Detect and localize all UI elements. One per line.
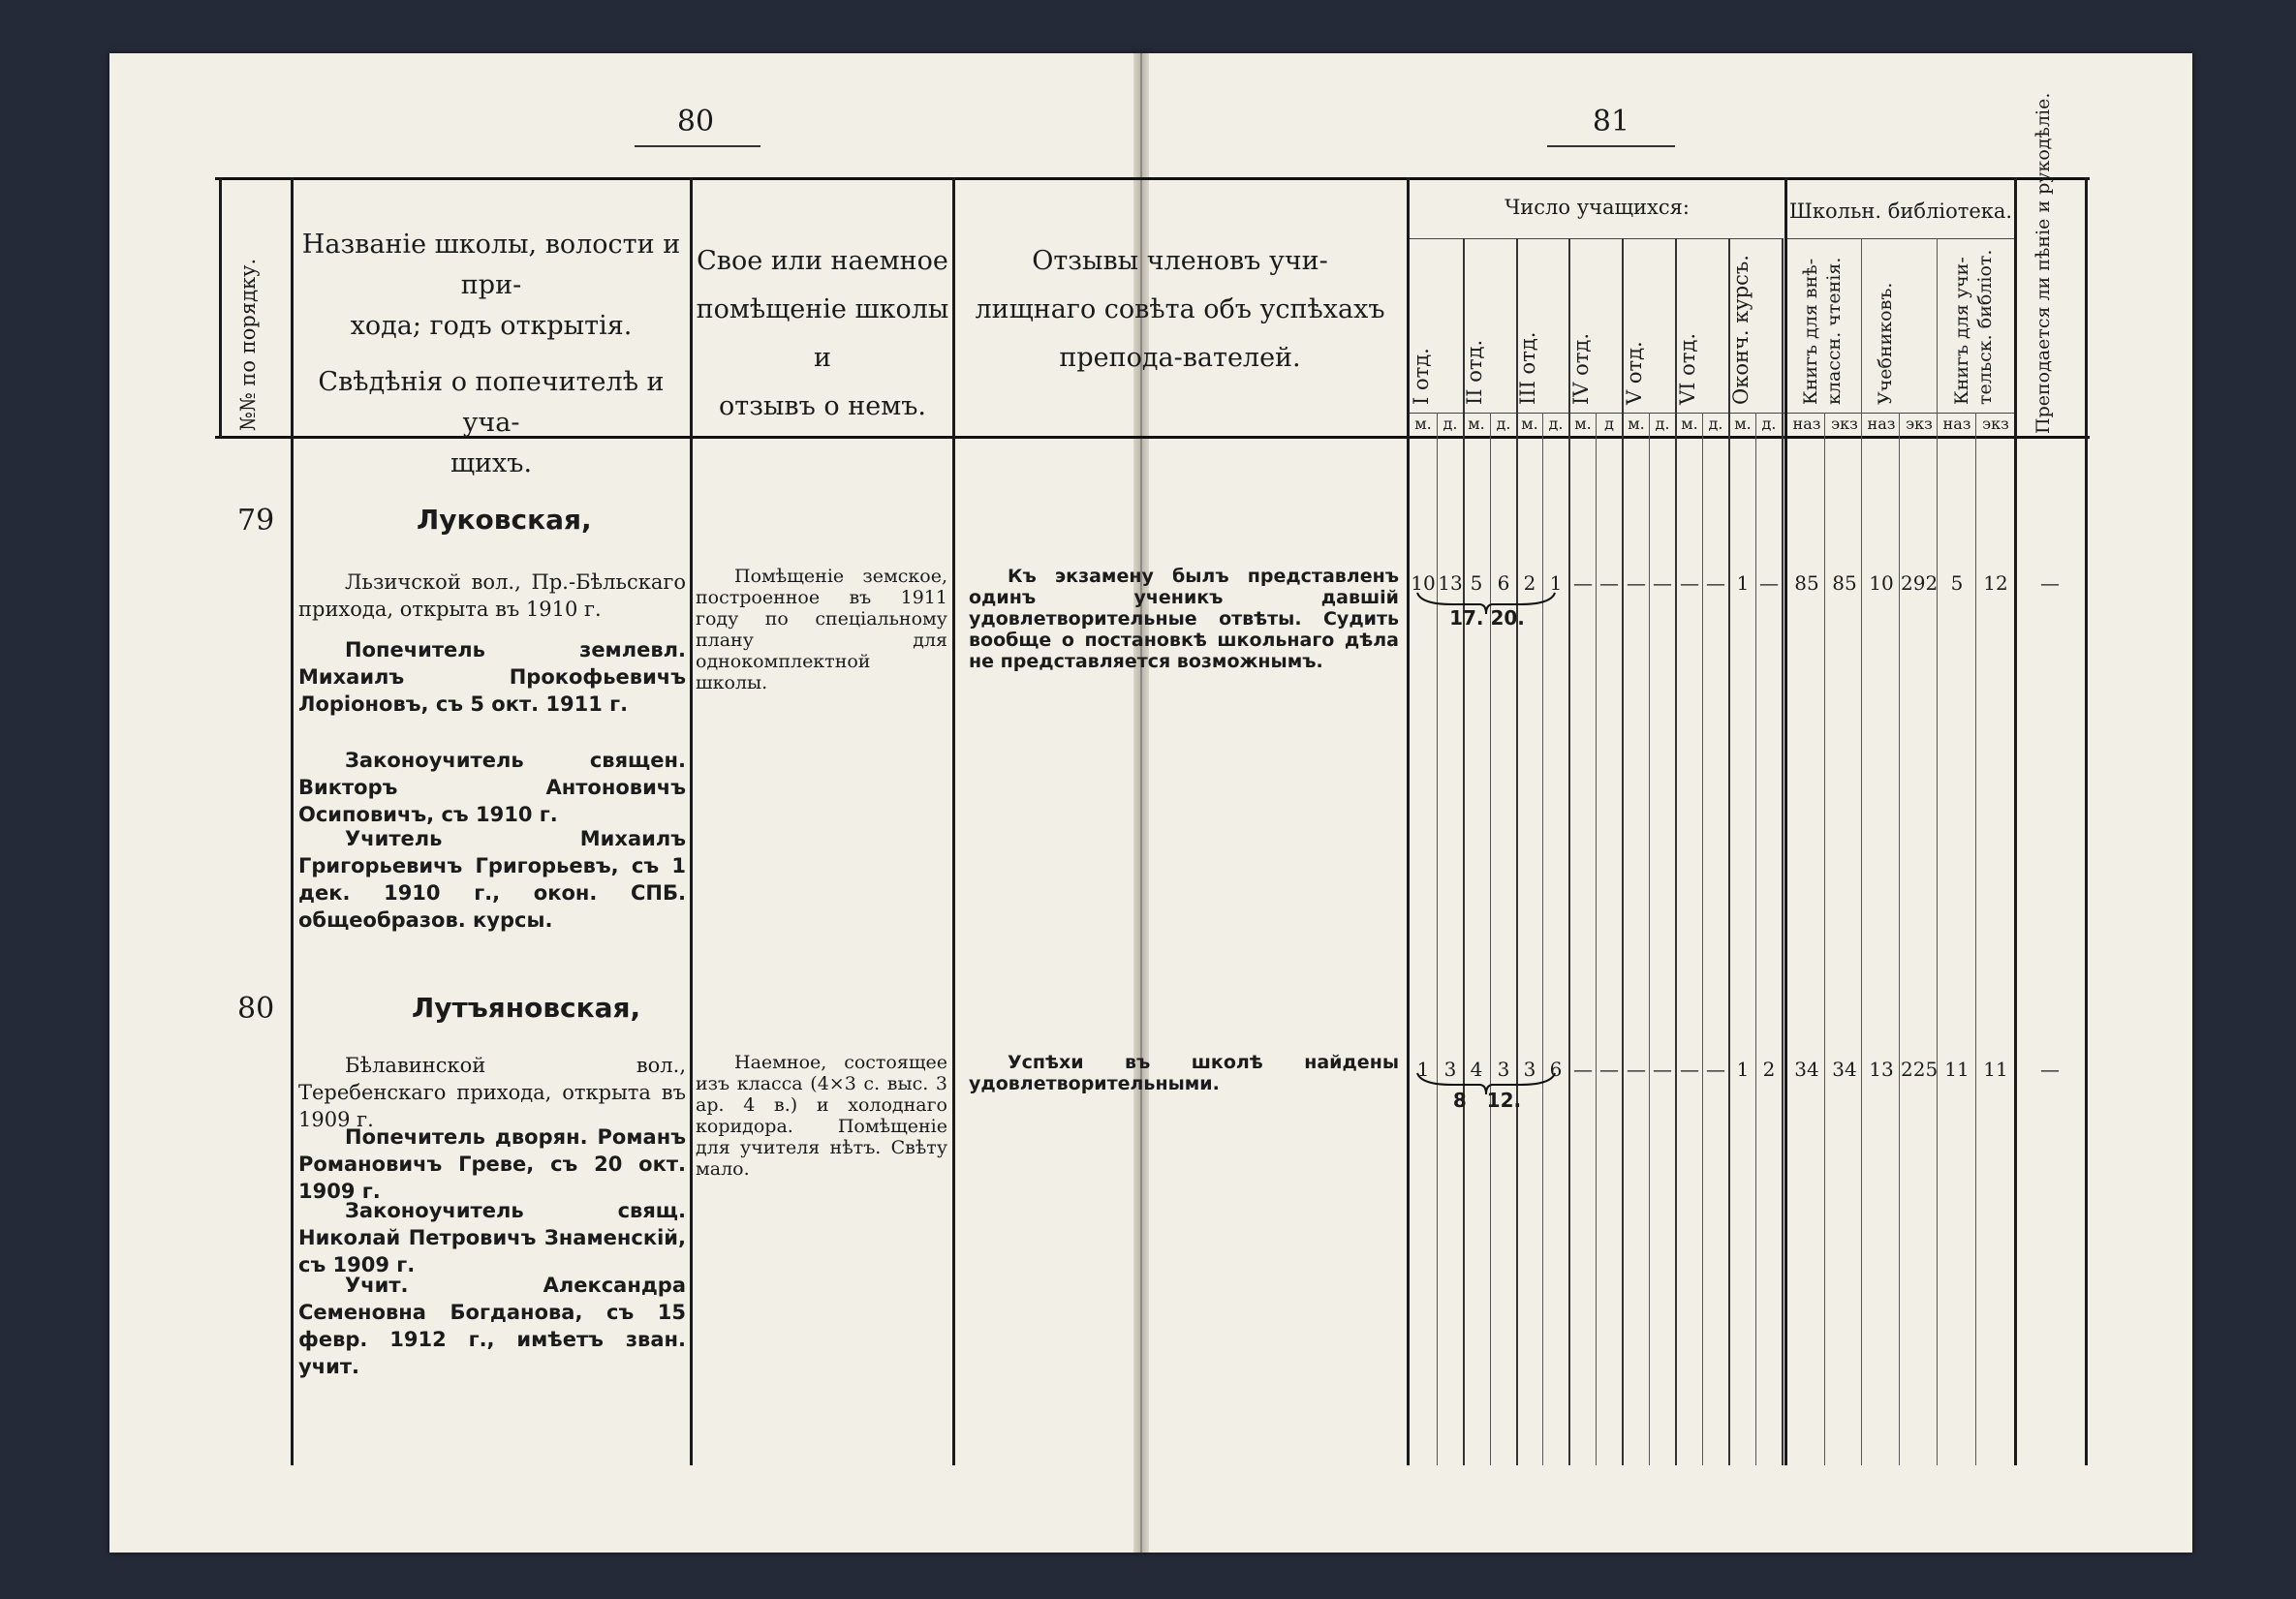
student-count: —	[1706, 571, 1725, 595]
library-count: 85	[1794, 571, 1819, 595]
md-subheader-rule	[1410, 413, 2014, 414]
header-library: Школьн. библіотека.	[1788, 200, 2013, 223]
header-school-line: хода; годъ открытія.	[350, 311, 633, 341]
header-students: Число учащихся:	[1505, 196, 1690, 219]
student-count: 3	[1523, 1058, 1536, 1081]
library-count: 11	[1944, 1058, 1970, 1081]
header-school	[294, 225, 689, 484]
subheader-gender: д.	[1443, 415, 1458, 433]
subheader-gender: д	[1604, 415, 1614, 433]
student-count: —	[1653, 1058, 1672, 1081]
review-text: Къ экзамену былъ представленъ одинъ ученикъ давшій удовлетворительные отвѣты. Судить вообще о постановкѣ школьнаго дѣла не представляется возможнымъ.	[969, 566, 1399, 672]
school-name: Лутъяновская,	[412, 992, 641, 1024]
subheader-library: наз	[1867, 415, 1896, 433]
header-class: V отд.	[1623, 341, 1646, 405]
library-count: 5	[1950, 571, 1964, 595]
premises-text: Помѣщеніе земское, построенное въ 1911 году по спеціальному плану для однокомплектной школы.	[696, 566, 947, 693]
school-trustee: Попечитель землевл. Михаилъ Прокофьевичъ Лоріоновъ, съ 5 окт. 1911 г.	[298, 638, 686, 716]
singing-value: —	[2040, 571, 2060, 595]
page-number-left: 80	[676, 105, 715, 138]
subheader-gender: м.	[1628, 415, 1645, 433]
col-border-school	[690, 177, 693, 1465]
col-border-library	[2014, 177, 2017, 1465]
student-count: —	[1627, 571, 1646, 595]
school-teacher: Учитель Михаилъ Григорьевичъ Григорьевъ, съ 1 дек. 1910 г., окон. СПБ. общеобразов. курсы.	[298, 827, 686, 932]
subheader-library: экз	[1831, 415, 1858, 433]
school-priest: Законоучитель священ. Викторъ Антоновичъ Осиповичъ, съ 1910 г.	[298, 749, 686, 826]
col-border-right	[2085, 177, 2088, 1465]
student-count: —	[1680, 1058, 1699, 1081]
subheader-gender: д.	[1708, 415, 1723, 433]
student-count: —	[1573, 1058, 1593, 1081]
page-number-rule-right	[1547, 145, 1675, 147]
lib-subcol-divider	[1975, 413, 1976, 1465]
subheader-gender: м.	[1414, 415, 1432, 433]
header-number: №№ по порядку.	[236, 258, 260, 431]
school-trustee: Попечитель дворян. Романъ Романовичъ Греве, съ 20 окт. 1909 г.	[298, 1125, 686, 1203]
library-count: 11	[1983, 1058, 2008, 1081]
header-class: III отд.	[1516, 331, 1539, 405]
student-count: 4	[1470, 1058, 1483, 1081]
col-border-students	[1784, 177, 1787, 1465]
subheader-gender: м.	[1468, 415, 1485, 433]
student-count: 1	[1736, 1058, 1750, 1081]
header-school-line: Названіе школы, волости и при-	[301, 230, 681, 300]
student-count: 5	[1470, 571, 1483, 595]
library-count: 292	[1901, 571, 1939, 595]
subheader-gender: м.	[1734, 415, 1752, 433]
library-count: 12	[1983, 571, 2008, 595]
table-top-rule	[215, 177, 2090, 180]
library-count: 34	[1794, 1058, 1819, 1081]
page-number-rule-left	[635, 145, 760, 147]
library-count: 85	[1832, 571, 1857, 595]
library-count: 225	[1901, 1058, 1939, 1081]
student-count: —	[1599, 571, 1619, 595]
header-singing: Преподается ли пѣніе и рукодѣліе.	[2032, 92, 2054, 434]
students-subheader-rule	[1410, 238, 1783, 239]
subheader-library: наз	[1792, 415, 1821, 433]
student-count: 6	[1497, 571, 1510, 595]
student-count: 2	[1762, 1058, 1776, 1081]
student-count: 2	[1523, 571, 1536, 595]
school-info: Бѣлавинской вол., Теребенскаго прихода, открыта въ 1909 г.	[298, 1054, 686, 1131]
header-reviews-line: лищнаго совѣта объ успѣхахъ	[975, 294, 1385, 324]
header-premises-line: Свое или наемное	[697, 246, 948, 276]
header-class: IV отд.	[1569, 332, 1593, 405]
subheader-gender: д.	[1655, 415, 1670, 433]
col-border-left	[219, 177, 222, 439]
header-school-line: Свѣдѣнія о попечителѣ и уча-	[318, 367, 665, 438]
subheader-library: наз	[1942, 415, 1971, 433]
lib-subcol-divider	[1937, 238, 1938, 1465]
header-library-col: Книгъ для учи-тельск. библіот.	[1951, 249, 1996, 405]
header-reviews-line: препода-вателей.	[1059, 343, 1301, 373]
subheader-gender: д.	[1548, 415, 1564, 433]
header-class: II отд.	[1463, 339, 1486, 405]
row-number: 80	[237, 992, 275, 1026]
student-count: —	[1599, 1058, 1619, 1081]
student-count: 1	[1736, 571, 1750, 595]
singing-value: —	[2040, 1058, 2060, 1081]
student-count: 1	[1416, 1058, 1430, 1081]
header-premises-line: отзывъ о немъ.	[719, 391, 926, 421]
subheader-gender: м.	[1574, 415, 1592, 433]
school-info: Льзичской вол., Пр.-Бѣльскаго прихода, открыта въ 1910 г.	[298, 570, 686, 621]
subheader-gender: м.	[1521, 415, 1538, 433]
student-count: 6	[1549, 1058, 1563, 1081]
header-premises-line: помѣщеніе школы и	[696, 294, 949, 373]
student-count: 3	[1497, 1058, 1510, 1081]
student-count: —	[1706, 1058, 1725, 1081]
school-priest: Законоучитель свящ. Николай Петровичъ Знаменскій, съ 1909 г.	[298, 1199, 686, 1276]
header-premises	[694, 237, 951, 431]
totals-value: 17. 20.	[1449, 606, 1525, 630]
header-library-col: Учебниковъ.	[1875, 282, 1896, 405]
header-class: I отд.	[1410, 348, 1433, 405]
subheader-library: экз	[1906, 415, 1933, 433]
student-count: —	[1627, 1058, 1646, 1081]
student-count: —	[1759, 571, 1779, 595]
totals-value: 8 12.	[1452, 1089, 1522, 1112]
student-count: 1	[1549, 571, 1563, 595]
student-count: —	[1653, 571, 1672, 595]
library-subheader-rule	[1786, 238, 2014, 239]
row-number: 79	[237, 504, 275, 538]
header-reviews	[955, 237, 1405, 383]
header-school-line: щихъ.	[450, 448, 533, 478]
library-count: 10	[1869, 571, 1894, 595]
student-count: 3	[1443, 1058, 1457, 1081]
subheader-library: экз	[1982, 415, 2009, 433]
student-count: —	[1680, 571, 1699, 595]
header-reviews-line: Отзывы членовъ учи-	[1032, 246, 1328, 276]
review-text: Успѣхи въ школѣ найдены удовлетворительными.	[969, 1052, 1399, 1094]
library-count: 13	[1869, 1058, 1894, 1081]
school-name: Луковская,	[417, 504, 592, 536]
page-number-right: 81	[1592, 105, 1630, 138]
header-library-col: Книгъ для внѣ-классн. чтенія.	[1800, 257, 1845, 405]
library-count: 34	[1832, 1058, 1857, 1081]
subheader-gender: м.	[1681, 415, 1698, 433]
subheader-gender: д.	[1496, 415, 1511, 433]
school-teacher: Учит. Александра Семеновна Богданова, съ 15 февр. 1912 г., имѣетъ зван. учит.	[298, 1274, 686, 1378]
header-class: VI отд.	[1676, 332, 1699, 405]
student-count: 10	[1411, 571, 1436, 595]
header-class: Оконч. курсъ.	[1729, 255, 1753, 405]
student-count: 13	[1438, 571, 1463, 595]
subheader-gender: д.	[1761, 415, 1777, 433]
student-count: —	[1573, 571, 1593, 595]
premises-text: Наемное, состоящее изъ класса (4×3 с. выс. 3 ар. 4 в.) и холоднаго коридора. Помѣщеніе для учителя нѣтъ. Свѣту мало.	[696, 1052, 947, 1180]
